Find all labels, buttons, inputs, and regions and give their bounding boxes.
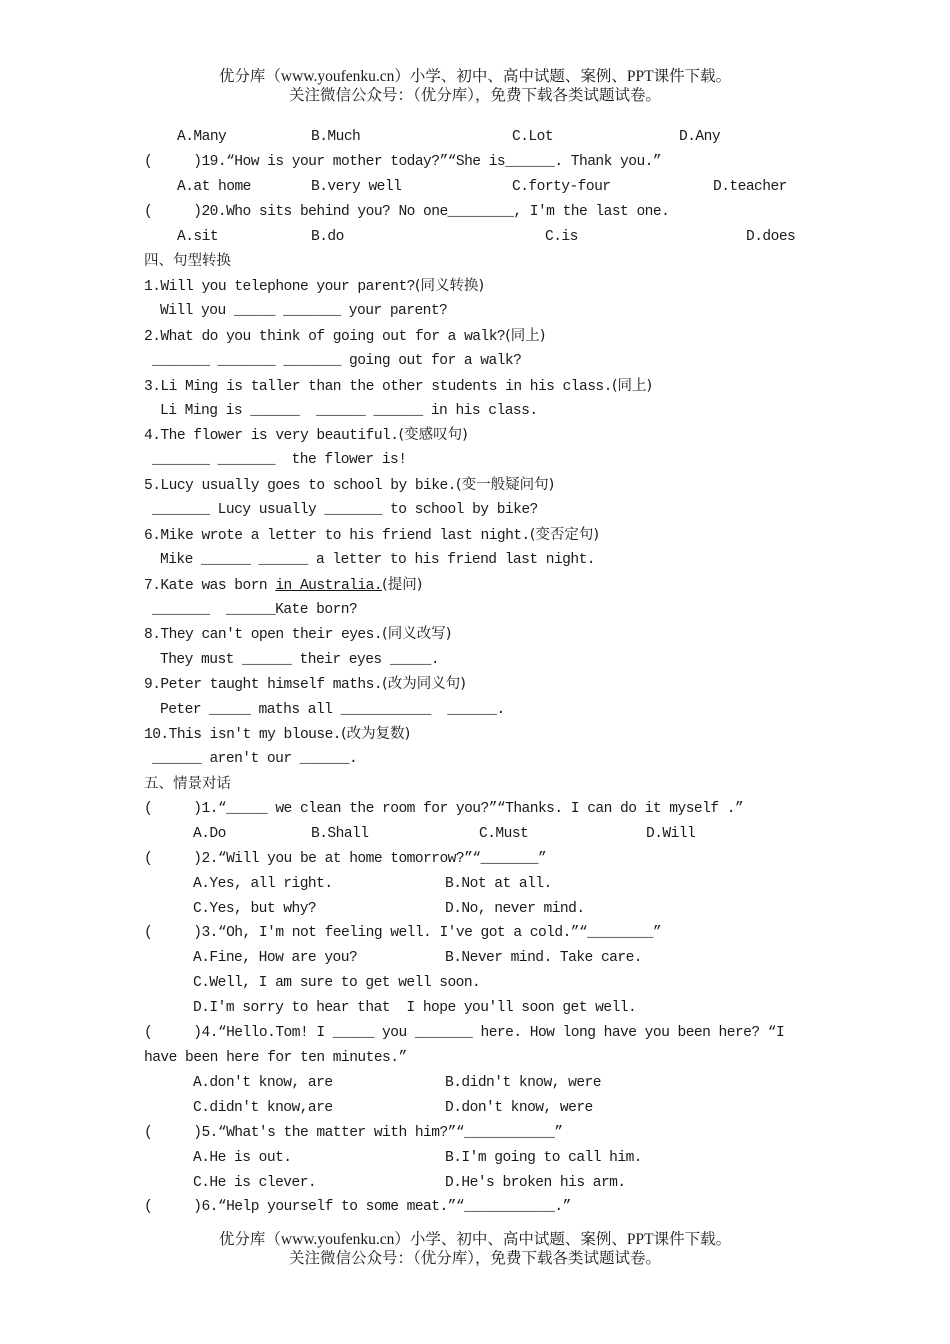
s4-q6-text: 6.Mike wrote a letter to his friend last night.: [144, 528, 530, 544]
s4-q8-note: (同义改写): [382, 626, 452, 642]
s4-q1-answer: Will you _____ _______ your parent?: [160, 303, 448, 319]
s4-q1-line: [144, 276, 484, 297]
s5-q1-stem: ( )1.“_____ we clean the room for you?”“Thanks. I can do it myself .”: [144, 801, 744, 817]
s4-q4-text: 4.The flower is very beautiful.: [144, 428, 399, 444]
s5-q1-option-b: B.Shall: [311, 826, 369, 842]
s4-q5-answer: _______ Lucy usually _______ to school by bike?: [152, 502, 538, 518]
s5-q1-option-c: C.Must: [479, 826, 529, 842]
s4-q10-line: [144, 724, 410, 745]
s4-q10-text: 10.This isn't my blouse.: [144, 727, 341, 743]
s4-q2-answer: _______ _______ _______ going out for a walk?: [152, 353, 522, 369]
s5-q4-stem-continued: have been here for ten minutes.”: [144, 1050, 407, 1066]
section-5-title: 五、情景对话: [144, 776, 231, 792]
q18-option-a: A.Many: [177, 129, 227, 145]
footer-line-2: 关注微信公众号：（优分库），免费下载各类试题试卷。: [288, 1250, 661, 1267]
s4-q8-answer: They must ______ their eyes _____.: [160, 652, 440, 668]
q18-option-d: D.Any: [679, 129, 721, 145]
s5-q5-stem: ( )5.“What's the matter with him?”“___________”: [144, 1125, 563, 1141]
s4-q3-line: [144, 376, 652, 397]
header-line-2: 关注微信公众号：（优分库），免费下载各类试题试卷。: [288, 87, 661, 104]
s4-q10-note: (改为复数): [341, 726, 411, 742]
s4-q7-note: (提问): [382, 577, 423, 593]
s5-q2-option-d: D.No, never mind.: [445, 901, 585, 917]
s5-q3-stem: ( )3.“Oh, I'm not feeling well. I've got a cold.”“________”: [144, 925, 662, 941]
s4-q4-note: (变感叹句): [398, 427, 468, 443]
s5-q1-option-a: A.Do: [193, 826, 226, 842]
s4-q6-line: [144, 525, 599, 546]
s4-q7-line: [144, 575, 422, 596]
s4-q2-note: (同上): [505, 328, 546, 344]
q19-option-a: A.at home: [177, 179, 251, 195]
header-line-1: 优分库（www.youfenku.cn）小学、初中、高中试题、案例、PPT课件下载。: [218, 68, 732, 85]
s4-q6-note: (变否定句): [529, 527, 600, 543]
s5-q5-option-a: A.He is out.: [193, 1150, 292, 1166]
s5-q2-option-b: B.Not at all.: [445, 876, 552, 892]
q20-option-b: B.do: [311, 229, 344, 245]
s5-q2-option-a: A.Yes, all right.: [193, 876, 333, 892]
s4-q3-answer: Li Ming is ______ ______ ______ in his class.: [160, 403, 538, 419]
s5-q4-option-c: C.didn't know,are: [193, 1100, 333, 1116]
q18-option-b: B.Much: [311, 129, 361, 145]
q20-option-a: A.sit: [177, 229, 219, 245]
page-header: [0, 67, 950, 105]
s5-q4-option-b: B.didn't know, were: [445, 1075, 601, 1091]
s5-q3-option-d: D.I'm sorry to hear that I hope you'll soon get well.: [193, 1000, 637, 1016]
s4-q4-answer: _______ _______ the flower is!: [152, 452, 407, 468]
q19-option-b: B.very well: [311, 179, 402, 195]
q19-option-c: C.forty-four: [512, 179, 611, 195]
s5-q4-stem: ( )4.“Hello.Tom! I _____ you _______ here. How long have you been here? “I: [144, 1025, 785, 1041]
s4-q9-note: (改为同义句): [382, 676, 466, 692]
s5-q4-option-a: A.don't know, are: [193, 1075, 333, 1091]
s4-q7-underlined: in Australia.: [275, 578, 383, 594]
s4-q10-answer: ______ aren't our ______.: [152, 751, 358, 767]
s4-q7-answer: _______ ______Kate born?: [152, 602, 358, 618]
page-footer: [0, 1230, 950, 1268]
s5-q3-option-c: C.Well, I am sure to get well soon.: [193, 975, 481, 991]
footer-line-1: 优分库（www.youfenku.cn）小学、初中、高中试题、案例、PPT课件下载。: [218, 1231, 732, 1248]
s4-q9-text: 9.Peter taught himself maths.: [144, 677, 383, 693]
s5-q2-stem: ( )2.“Will you be at home tomorrow?”“_______”: [144, 851, 547, 867]
q20-option-d: D.does: [746, 229, 796, 245]
q20-stem: ( )20.Who sits behind you? No one________, I'm the last one.: [144, 204, 670, 220]
s4-q6-answer: Mike ______ ______ a letter to his friend last night.: [160, 552, 596, 568]
s5-q1-option-d: D.Will: [646, 826, 696, 842]
s4-q3-text: 3.Li Ming is taller than the other students in his class.: [144, 379, 612, 395]
q19-stem: ( )19.“How is your mother today?”“She is______. Thank you.”: [144, 154, 662, 170]
s4-q9-answer: Peter _____ maths all ___________ ______.: [160, 702, 505, 718]
s5-q3-option-a: A.Fine, How are you?: [193, 950, 358, 966]
s5-q4-option-d: D.don't know, were: [445, 1100, 593, 1116]
s5-q3-option-b: B.Never mind. Take care.: [445, 950, 642, 966]
s5-q6-stem: ( )6.“Help yourself to some meat.”“___________.”: [144, 1199, 571, 1215]
s4-q2-text: 2.What do you think of going out for a walk?: [144, 329, 506, 345]
q19-option-d: D.teacher: [713, 179, 787, 195]
q18-option-c: C.Lot: [512, 129, 554, 145]
s4-q1-text: 1.Will you telephone your parent?: [144, 279, 415, 295]
s4-q7-text: 7.Kate was born: [144, 578, 276, 594]
s4-q1-note: (同义转换): [414, 278, 485, 294]
s4-q8-text: 8.They can't open their eyes.: [144, 627, 383, 643]
s4-q4-line: [144, 425, 468, 446]
s4-q5-note: (变一般疑问句): [455, 477, 555, 493]
s5-q5-option-c: C.He is clever.: [193, 1175, 317, 1191]
s4-q8-line: [144, 624, 451, 645]
q20-option-c: C.is: [545, 229, 578, 245]
s5-q5-option-b: B.I'm going to call him.: [445, 1150, 642, 1166]
s4-q5-text: 5.Lucy usually goes to school by bike.: [144, 478, 456, 494]
s5-q2-option-c: C.Yes, but why?: [193, 901, 317, 917]
s4-q3-note: (同上): [611, 378, 653, 394]
s4-q5-line: [144, 475, 554, 496]
s4-q9-line: [144, 674, 466, 695]
s5-q5-option-d: D.He's broken his arm.: [445, 1175, 626, 1191]
s4-q2-line: [144, 326, 545, 347]
section-4-title: 四、句型转换: [144, 253, 231, 269]
